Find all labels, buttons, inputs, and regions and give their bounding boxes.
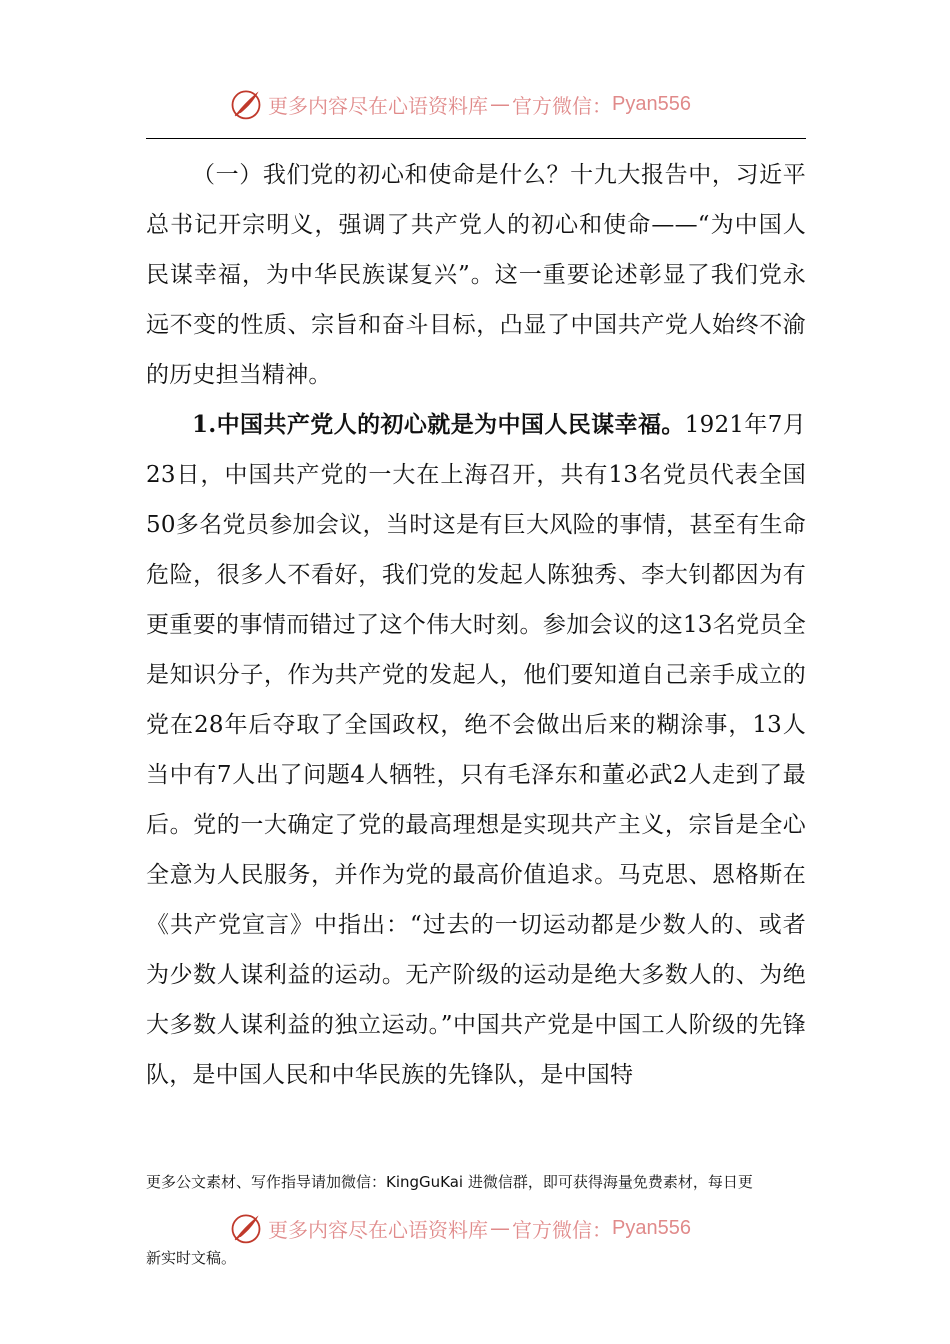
watermark-dash: —: [490, 92, 510, 116]
quill-logo-icon: [228, 86, 264, 122]
watermark-label: 官方微信：: [512, 93, 612, 118]
paragraph-heading: 1.中国共产党人的初心就是为中国人民谋幸福。: [192, 411, 685, 438]
paragraph-section-1: [146, 400, 806, 1100]
header-watermark: [228, 84, 691, 124]
header-divider: [146, 138, 806, 139]
quill-logo-icon: [228, 1210, 264, 1246]
paragraph-intro: [146, 150, 806, 400]
watermark-title: 更多内容尽在心语资料库: [268, 1217, 488, 1242]
footer-note-line1: 更多公文素材、写作指导请加微信：KingGuKai 进微信群，即可获得海量免费素材，每日更: [146, 1173, 753, 1191]
paragraph-text: 1921年7月23日，中国共产党的一大在上海召开，共有13名党员代表全国50多名党员参加会议，当时这是有巨大风险的事情，甚至有生命危险，很多人不看好，我们党的发起人陈独秀、李大钊都因为有更重要的事情而错过了这个伟大时刻。参加会议的这13名党员全是知识分子，作为共产党的发起人，他们要知道自己亲手成立的党在28年后夺取了全国政权，绝不会做出后来的糊涂事，13人当中有7人出了问题4人牺牲，只有毛泽东和董必武2人走到了最后。党的一大确定了党的最高理想是实现共产主义，宗旨是全心全意为人民服务，并作为党的最高价值追求。马克思、恩格斯在《共产党宣言》中指出：“过去的一切运动都是少数人的、或者为少数人谋利益的运动。无产阶级的运动是绝大多数人的、为绝大多数人谋利益的独立运动。”中国共产党是中国工人阶级的先锋队，是中国人民和中华民族的先锋队，是中国特: [146, 412, 806, 1088]
watermark-dash: —: [490, 1216, 510, 1240]
paragraph-text: （一）我们党的初心和使命是什么？十九大报告中，习近平总书记开宗明义，强调了共产党人的初心和使命——“为中国人民谋幸福，为中华民族谋复兴”。这一重要论述彰显了我们党永远不变的性质、宗旨和奋斗目标，凸显了中国共产党人始终不渝的历史担当精神。: [146, 162, 806, 388]
watermark-title: 更多内容尽在心语资料库: [268, 93, 488, 118]
footer-watermark: [228, 1208, 691, 1248]
footer-note-line2: 新实时文稿。: [146, 1249, 237, 1267]
watermark-id: Pyan556: [612, 92, 691, 115]
watermark-label: 官方微信：: [512, 1217, 612, 1242]
watermark-id: Pyan556: [612, 1216, 691, 1239]
document-body: [146, 150, 806, 1100]
